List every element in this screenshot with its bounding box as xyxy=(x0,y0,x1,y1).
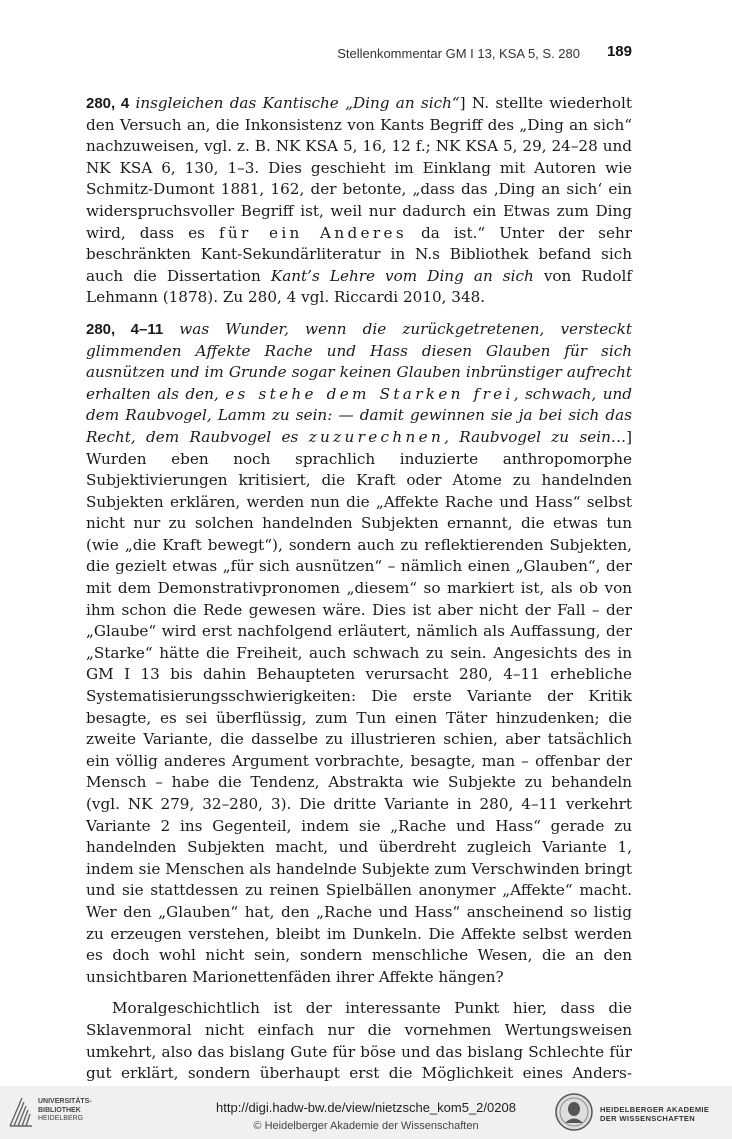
book-title: Kant’s Lehre vom Ding an sich xyxy=(270,266,534,285)
spaced-lemma: zuzurechnen xyxy=(308,427,445,446)
library-logo-line: BIBLIOTHEK xyxy=(38,1106,81,1114)
library-logo-line: UNIVERSITÄTS- xyxy=(38,1098,92,1105)
page-header xyxy=(86,43,632,63)
entry-reference: 280, 4–11 xyxy=(86,320,164,338)
entry-text: da ist.“ Unter der sehr beschränkten Kant-Sekundärliteratur in N.s Bibliothek befand sich auch die Dissertation xyxy=(86,223,633,285)
academy-seal-icon xyxy=(554,1092,594,1132)
running-title: Stellenkommentar GM I 13, KSA 5, S. 280 xyxy=(337,46,580,61)
commentary-entry-1 xyxy=(86,93,632,309)
copyright-notice: © Heidelberger Akademie der Wissenschaften xyxy=(253,1120,479,1132)
library-logo-line: HEIDELBERG xyxy=(38,1115,84,1122)
academy-logo-text xyxy=(600,1105,709,1123)
body-paragraph: Moralgeschichtlich ist der interessante Punkt hier, dass die Sklavenmoral nicht einfach nur die vornehmen Wertungsweisen umkehrt, also das bislang Gute für böse und das bislang Schlechte für gut erklärt, sondern überhaupt erst die Möglichkeit eines Anders- xyxy=(86,999,632,1083)
footer-bar xyxy=(0,1086,732,1139)
entry-text: N. stellte wiederholt den Versuch an, die Inkonsistenz von Kants Begriff des „Ding an sich“ nachzuweisen, vgl. z. B. NK KSA 5, 16, 12 f.; NK KSA 5, 29, 24–28 und NK KSA 6, 130, 1–3. Dies geschieht im Einklang mit Autoren wie Schmitz-Dumont 1881, 162, der betonte, „dass das ‚Ding an sich‘ ein widerspruchsvoller Begriff ist, weil nur dadurch ein Etwas zum Ding wird, dass es xyxy=(86,94,633,242)
spaced-text: für ein Anderes xyxy=(218,223,407,242)
source-url-link[interactable]: http://digi.hadw-bw.de/view/nietzsche_kom5_2/0208 xyxy=(216,1100,516,1115)
commentary-entry-2 xyxy=(86,319,632,988)
lemma-bracket: ] xyxy=(459,94,466,112)
entry-lemma: was Wunder, wenn die zurückgetretenen, versteckt glimmenden Affekte Rache und Hass diesen Glauben für sich ausnützen und im Grunde sogar keinen Glauben inbrünstiger aufrecht erhalten als den, xyxy=(86,319,632,403)
entry-text: von Rudolf Lehmann (1878). Zu 280, 4 vgl. Riccardi 2010, 348. xyxy=(86,266,632,307)
academy-logo xyxy=(554,1092,724,1134)
spaced-lemma: es stehe dem Starken frei xyxy=(225,384,514,403)
entry-lemma: , Raubvogel zu sein… xyxy=(444,427,627,446)
page-number: 189 xyxy=(606,43,632,60)
entry-text: Wurden eben noch sprachlich induzierte anthropomorphe Subjektivierungen kritisiert, die Kraft oder Atome zu handelnden Subjekten erklären, werden nun die „Affekte Rache und Hass“ selbst nicht nur zu solchen handelnden Subjekten ernannt, die etwas tun (wie „die Kraft bewegt“), sondern auch zu reflektierenden Subjekten, die gezielt etwas „für sich ausnützen“ – nämlich einen „Glauben“, der mit dem Demonstrativpronomen „diesem“ so markiert ist, als ob von ihm schon die Rede gewesen wäre. Dies ist aber nicht der Fall – der „Glaube“ wird erst nachfolgend erläutert, nämlich als Auffassung, der „Starke“ hätte die Freiheit, auch schwach zu sein. Angesichts des in GM I 13 bis dahin Behaupteten verursacht 280, 4–11 erhebliche Systematisierungsschwierigkeiten: Die erste Variante der Kritik besagte, es sei überflüssig, zum Tun einen Täter hinzudenken; die zweite Variante, die dasselbe zu illustrieren schien, aber tatsächlich ein völlig anderes Argument vorbrachte, besagte, man – offenbar der Mensch – habe die Tendenz, Abstrakta wie Subjekte zu behandeln (vgl. NK 279, 32–280, 3). Die dritte Variante in 280, 4–11 verkehrt Variante 2 ins Gegenteil, indem sie „Rache und Hass“ gerade zu handelnden Subjekten macht, und überdreht zugleich Variante 1, indem sie Menschen als handelnde Subjekte zum Verschwinden bringt und sie stattdessen zu reinen Spielbällen anonymer „Affekte“ macht. Wer den „Glauben“ hat, den „Rache und Hass“ anscheinend so listig zu erzeugen verstehen, bleibt im Dunkeln. Die Affekte selbst werden es doch wohl nicht sein, sondern menschliche Wesen, die an den unsichtbaren Marionettenfäden ihrer Affekte hängen? xyxy=(86,449,632,986)
page-body xyxy=(86,93,632,1116)
entry-lemma: insgleichen das Kantische „Ding an sich“ xyxy=(135,94,460,112)
academy-logo-line: HEIDELBERGER AKADEMIE xyxy=(600,1105,710,1114)
academy-logo-line: DER WISSENSCHAFTEN xyxy=(600,1114,696,1123)
lemma-bracket: ] xyxy=(626,427,632,446)
entry-lemma: , schwach, und dem Raubvogel, Lamm zu sein: — damit gewinnen sie ja bei sich das Recht, dem Raubvogel es xyxy=(86,384,632,446)
entry-reference: 280, 4 xyxy=(86,95,130,112)
